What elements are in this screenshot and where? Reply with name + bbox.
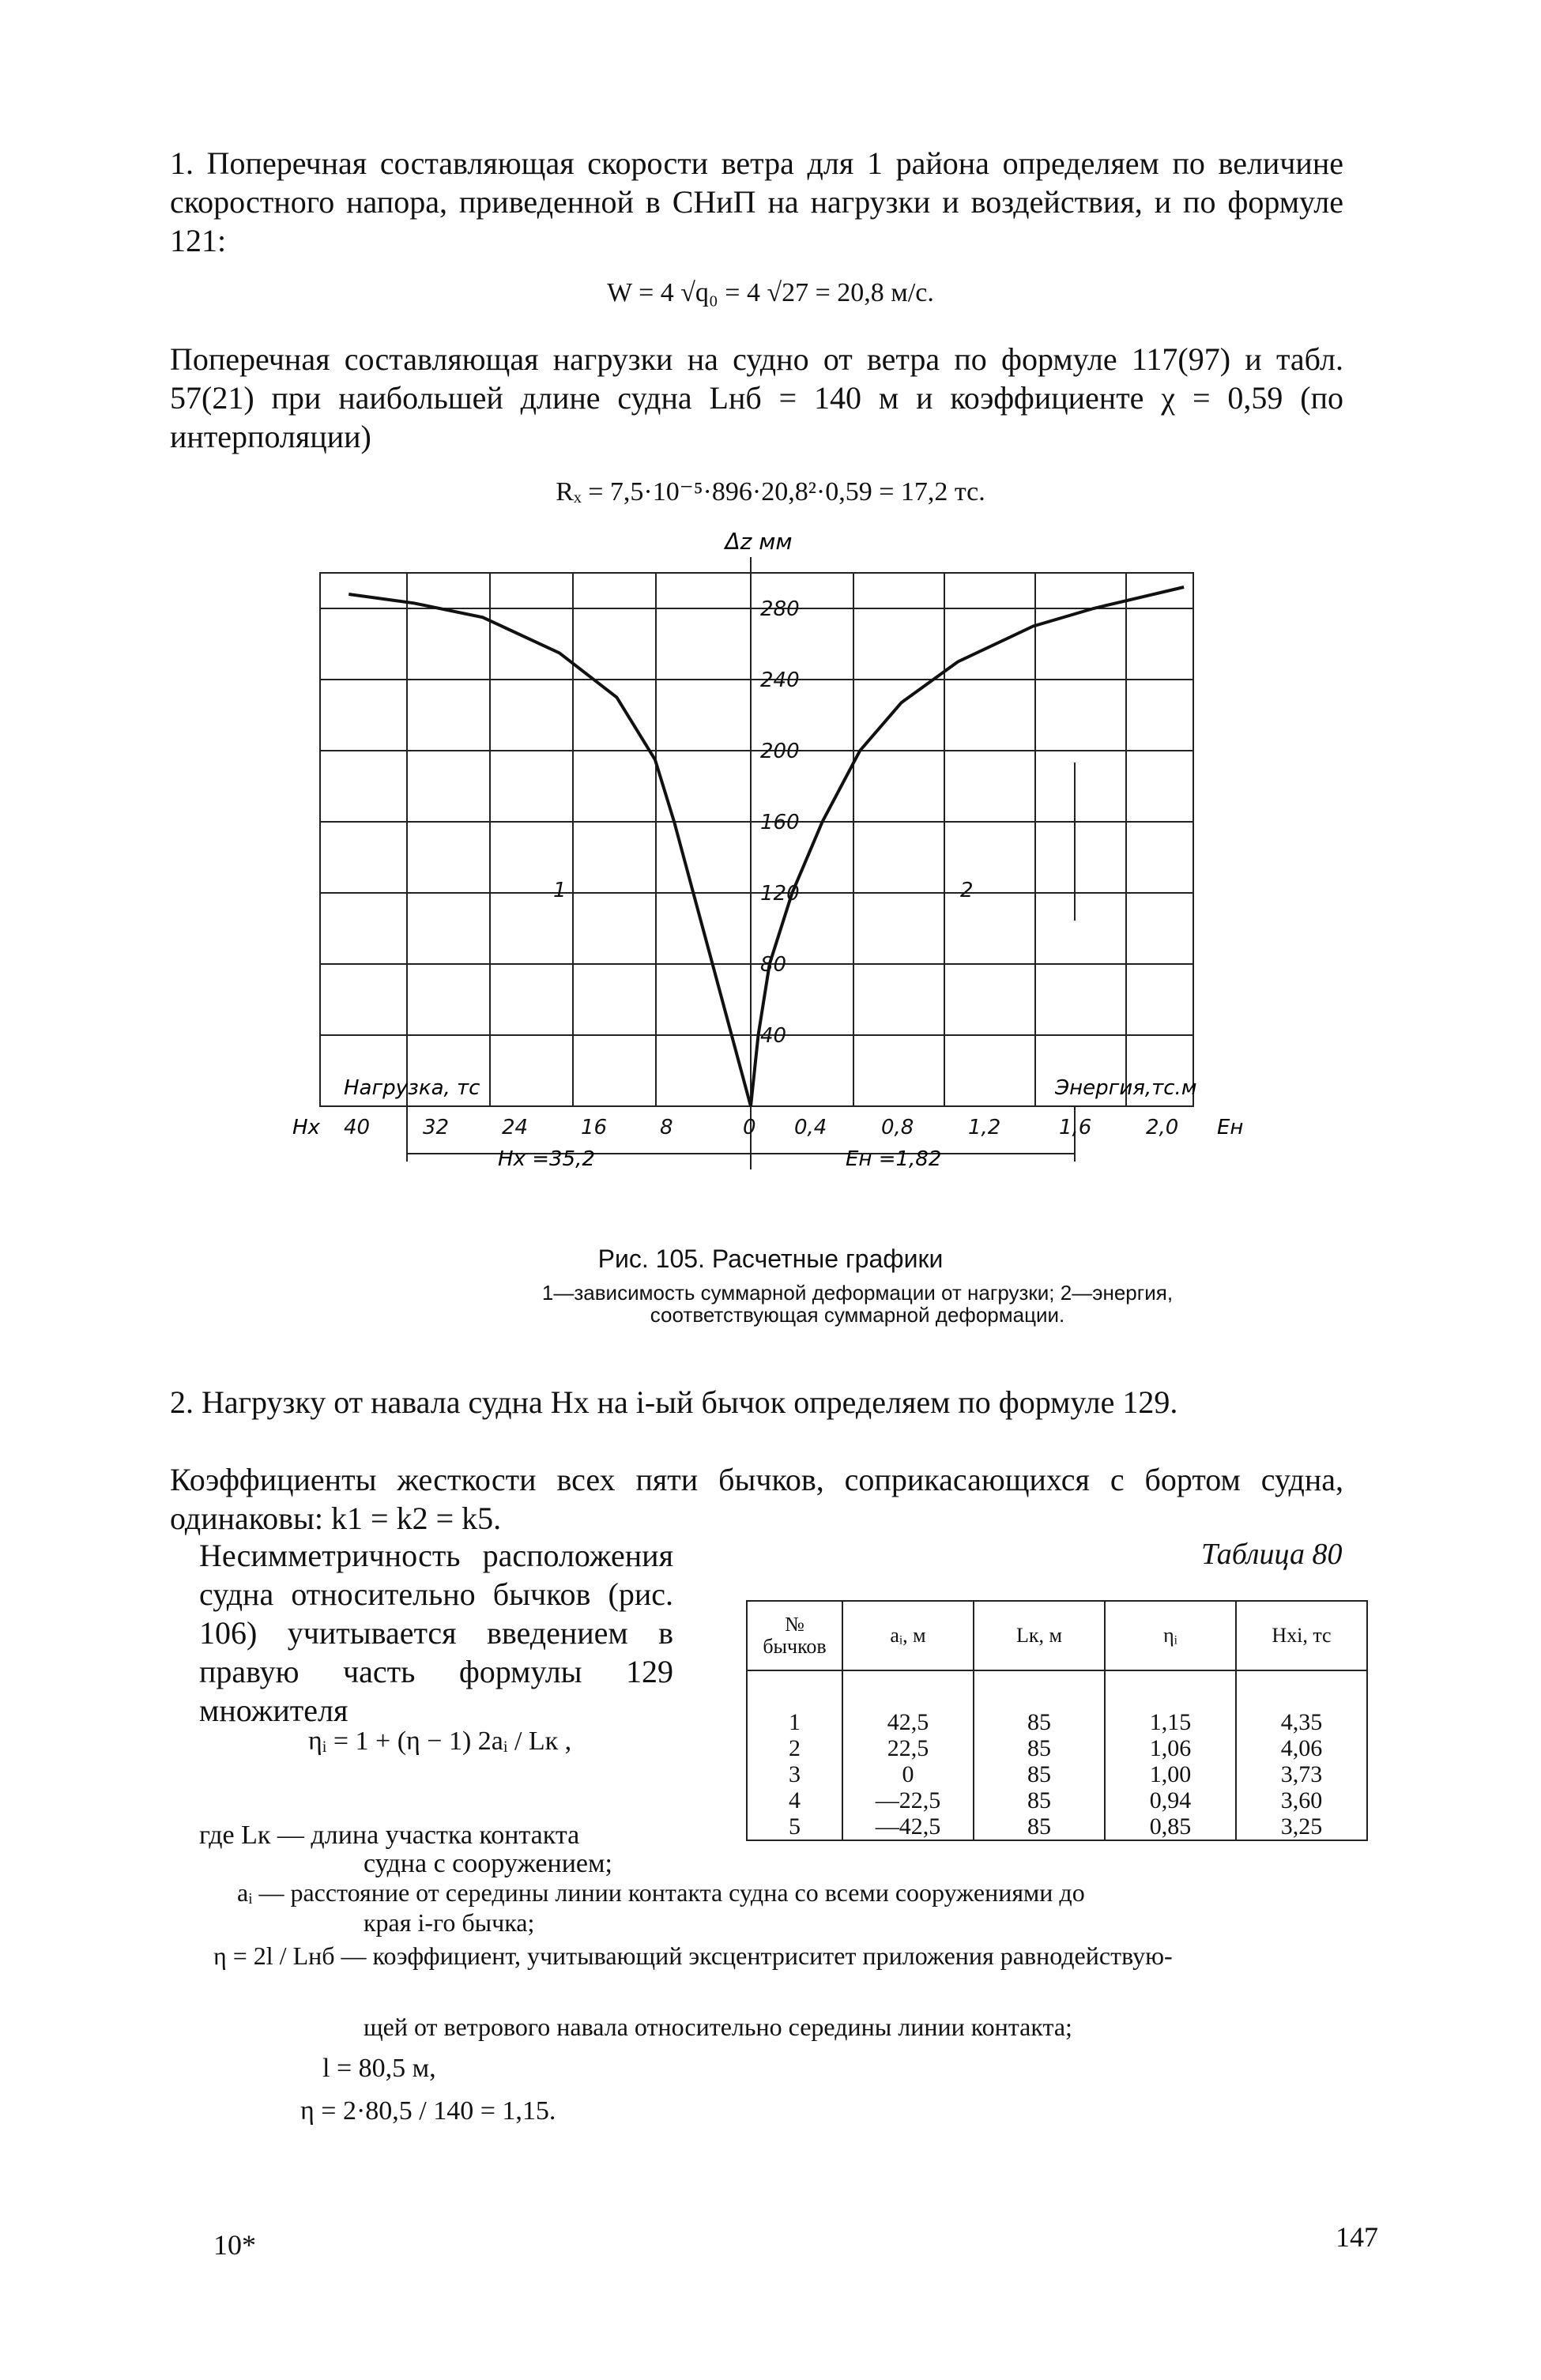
- table-cell: —42,5: [842, 1813, 974, 1840]
- where-line-4: η = 2l / Lнб — коэффициент, учитывающий эксцентриситет приложения равнодействую-: [213, 1941, 1173, 1970]
- table-cell: 2: [747, 1735, 842, 1761]
- table-cell: 85: [974, 1735, 1105, 1761]
- x-left-tick-label: 32: [423, 1116, 450, 1139]
- y-tick-label: 160: [760, 811, 800, 834]
- where-line-3: aᵢ — расстояние от середины линии контакта судна со всеми сооружениями до: [237, 1878, 1085, 1907]
- formula-wind-speed: W = 4 √q₀ = 4 √27 = 20,8 м/с.: [607, 278, 934, 307]
- x-right-tick-label: 0,8: [881, 1116, 914, 1139]
- table-cell: 3,73: [1236, 1761, 1367, 1787]
- figure-caption: Рис. 105. Расчетные графики: [597, 1245, 944, 1273]
- formula-eta-i: ηᵢ = 1 + (η − 1) 2aᵢ / Lк ,: [308, 1727, 572, 1756]
- table-cell: 4: [747, 1787, 842, 1813]
- figure-legend: 1—зависимость суммарной деформации от нагрузки; 2—энергия, соответствующая суммарной деформации.: [541, 1281, 1174, 1327]
- x-left-symbol: Hx: [292, 1116, 320, 1139]
- x-right-tick-label: 1,6: [1059, 1116, 1092, 1139]
- table-cell: 3,60: [1236, 1787, 1367, 1813]
- x-left-tick-label: 8: [660, 1116, 673, 1139]
- x-right-axis-label: Энергия,тс.м: [1055, 1076, 1197, 1100]
- table-cell: 85: [974, 1670, 1105, 1735]
- chart-labels: [344, 597, 1178, 1139]
- x-left-axis-label: Нагрузка, тс: [344, 1076, 480, 1100]
- table-cell: 42,5: [842, 1670, 974, 1735]
- paragraph-1: 1. Поперечная составляющая скорости ветра для 1 района определяем по величине скоростного напора, приведенной в СНиП на нагрузки и воздействия, и по формуле 121:: [170, 145, 1343, 258]
- y-tick-label: 200: [760, 740, 800, 763]
- table-cell: 3: [747, 1761, 842, 1787]
- paragraph-2: Поперечная составляющая нагрузки на судно от ветра по формуле 117(97) и табл. 57(21) при наибольшей длине судна Lнб = 140 м и коэффициенте χ = 0,59 (по интерполяции): [170, 341, 1343, 454]
- table-title: Таблица 80: [1201, 1538, 1343, 1571]
- table-cell: 1: [747, 1670, 842, 1735]
- y-tick-label: 40: [760, 1024, 787, 1048]
- table-row: [747, 1787, 1367, 1813]
- y-tick-label: 240: [760, 668, 800, 692]
- table-cell: 0: [842, 1761, 974, 1787]
- y-tick-label: 120: [760, 882, 800, 906]
- table-cell: 0,94: [1105, 1787, 1236, 1813]
- table-cell: 1,00: [1105, 1761, 1236, 1787]
- table-row: [747, 1761, 1367, 1787]
- series-1-line: [349, 594, 751, 1106]
- paragraph-4: Несимметричность расположения судна относительно бычков (рис. 106) учитывается введением в правую часть формулы 129 множителя: [199, 1538, 673, 1728]
- data-table: [746, 1600, 1368, 1841]
- series-1-label: 1: [553, 879, 567, 902]
- table-cell: 85: [974, 1787, 1105, 1813]
- table-cell: 0,85: [1105, 1813, 1236, 1840]
- table-header-row: [747, 1601, 1367, 1670]
- page-number: 147: [1336, 2221, 1378, 2253]
- table-cell: 5: [747, 1813, 842, 1840]
- table-cell: 1,15: [1105, 1670, 1236, 1735]
- annotation-eh: Eн =1,82: [846, 1147, 942, 1171]
- where-line-2: судна с сооружением;: [364, 1849, 612, 1878]
- x-left-tick-label: 24: [502, 1116, 529, 1139]
- where-line-4b: щей от ветрового навала относительно середины линии контакта;: [364, 2013, 1072, 2041]
- table-cell: —22,5: [842, 1787, 974, 1813]
- paragraph-3: Коэффициенты жесткости всех пяти бычков, соприкасающихся с бортом судна, одинаковы: k1 = k2 = k5.: [170, 1462, 1343, 1536]
- table-row: [747, 1670, 1367, 1735]
- table-cell: 4,35: [1236, 1670, 1367, 1735]
- table-header: Hxi, тс: [1236, 1601, 1367, 1670]
- table-cell: 22,5: [842, 1735, 974, 1761]
- where-line-1: где Lк — длина участка контакта: [199, 1821, 580, 1850]
- x-right-symbol: Eн: [1217, 1116, 1244, 1139]
- table-cell: 85: [974, 1813, 1105, 1840]
- x-right-tick-label: 1,2: [968, 1116, 1001, 1139]
- where-line-3b: края i-го бычка;: [364, 1908, 535, 1937]
- table-cell: 3,25: [1236, 1813, 1367, 1840]
- x-left-tick-label: 40: [344, 1116, 371, 1139]
- table-header: aᵢ, м: [842, 1601, 974, 1670]
- table-cell: 4,06: [1236, 1735, 1367, 1761]
- footer-signature: 10*: [213, 2229, 256, 2261]
- x-right-tick-label: 0,4: [794, 1116, 827, 1139]
- y-tick-label: 80: [760, 953, 787, 977]
- y-axis-label: Δz мм: [725, 529, 793, 555]
- chart-frame: [320, 573, 1193, 1106]
- table-row: [747, 1813, 1367, 1840]
- where-line-6: η = 2·80,5 / 140 = 1,15.: [300, 2096, 556, 2126]
- deformation-chart: [284, 525, 1249, 1221]
- where-line-5: l = 80,5 м,: [322, 2054, 436, 2083]
- table-header: № бычков: [747, 1601, 842, 1670]
- series-2-line: [751, 587, 1184, 1106]
- table-header: ηᵢ: [1105, 1601, 1236, 1670]
- table-cell: 1,06: [1105, 1735, 1236, 1761]
- paragraph-item-2: 2. Нагрузку от навала судна Hx на i-ый бычок определяем по формуле 129.: [170, 1384, 1178, 1420]
- table-header: Lк, м: [974, 1601, 1105, 1670]
- x-left-tick-label: 16: [581, 1116, 608, 1139]
- series-2-label: 2: [960, 879, 974, 902]
- x-left-tick-label: 0: [743, 1116, 756, 1139]
- table-cell: 85: [974, 1761, 1105, 1787]
- x-right-tick-label: 2,0: [1146, 1116, 1179, 1139]
- y-tick-label: 280: [760, 597, 800, 621]
- table-row: [747, 1735, 1367, 1761]
- formula-wind-load: Rₓ = 7,5·10⁻⁵·896·20,8²·0,59 = 17,2 тс.: [556, 477, 985, 507]
- annotation-hx: Hx =35,2: [498, 1147, 595, 1171]
